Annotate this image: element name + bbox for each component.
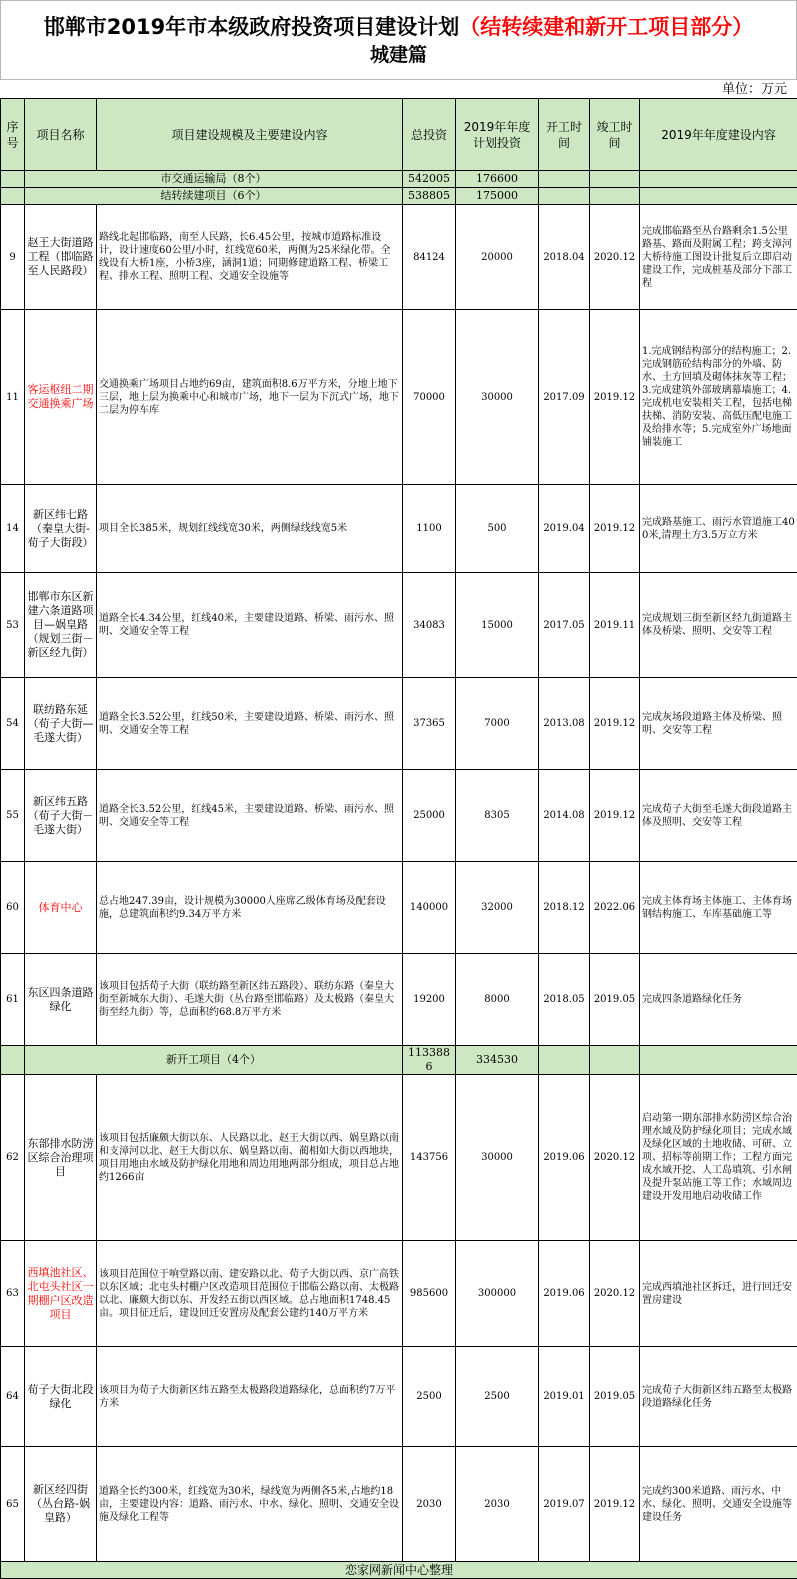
row-name: 新区纬七路（秦皇大街-荀子大街段） — [25, 485, 97, 573]
row-plan: 300000 — [456, 1241, 539, 1347]
header-row — [1, 99, 797, 171]
row-end: 2019.12 — [590, 678, 640, 770]
row-end: 2019.12 — [590, 485, 640, 573]
header-scale: 项目建设规模及主要建设内容 — [97, 99, 403, 171]
row-content: 启动第一期东部排水防涝区综合治理水域及防护绿化项目；完成水域及绿化区域的土地收储、可研、立项、招标等前期工作；工程方面完成水域开挖、人工岛填筑、引水闸及提升泵站施工等工作；水域周边建设开发用地启动收储工作 — [640, 1075, 797, 1241]
row-total: 84124 — [403, 205, 456, 310]
row-start: 2018.05 — [539, 954, 590, 1046]
row-content: 完成规划三街至新区经九街道路主体及桥梁、照明、交安等工程 — [640, 573, 797, 678]
row-end: 2019.12 — [590, 310, 640, 485]
header-no: 序号 — [1, 99, 25, 171]
row-content: 完成西填池社区拆迁，进行回迁安置房建设 — [640, 1241, 797, 1347]
row-total: 34083 — [403, 573, 456, 678]
header-end: 竣工时间 — [590, 99, 640, 171]
row-content: 完成路基施工、雨污水管道施工400米,清理土方3.5万立方米 — [640, 485, 797, 573]
summary-label: 市交通运输局（8个） — [25, 171, 403, 188]
row-content: 完成约300米道路、雨污水、中水、绿化、照明、交通安全设施等建设任务 — [640, 1447, 797, 1562]
row-end: 2019.05 — [590, 954, 640, 1046]
table-row — [1, 1075, 797, 1241]
row-end: 2020.12 — [590, 1075, 640, 1241]
row-end: 2022.06 — [590, 862, 640, 954]
row-no: 62 — [1, 1075, 25, 1241]
row-name: 西填池社区、北屯头社区一期棚户区改造项目 — [25, 1241, 97, 1347]
summary-plan: 176600 — [456, 171, 539, 188]
row-start: 2018.04 — [539, 205, 590, 310]
row-start: 2019.04 — [539, 485, 590, 573]
row-plan: 8305 — [456, 770, 539, 862]
row-scale: 该项目为荀子大街新区纬五路至太极路段道路绿化，总面积约7万平方米 — [97, 1347, 403, 1447]
row-scale: 该项目包括廉颇大街以东、人民路以北、赵王大街以西、娲皇路以南和支漳河以北、赵王大街以东、娲皇路以南、蔺相如大街以西地块，项目用地由水域及防护绿化用地和周边用地两部分组成，项目总占地约1266亩 — [97, 1075, 403, 1241]
row-total: 140000 — [403, 862, 456, 954]
row-content: 完成荀子大街新区纬五路至太极路段道路绿化任务 — [640, 1347, 797, 1447]
row-start: 2018.12 — [539, 862, 590, 954]
row-total: 37365 — [403, 678, 456, 770]
row-total: 19200 — [403, 954, 456, 1046]
header-total: 总投资 — [403, 99, 456, 171]
row-plan: 30000 — [456, 1075, 539, 1241]
row-plan: 20000 — [456, 205, 539, 310]
row-name: 邯郸市东区新建六条道路项目—娲皇路（规划三街－新区经九街） — [25, 573, 97, 678]
row-plan: 15000 — [456, 573, 539, 678]
header-content: 2019年年度建设内容 — [640, 99, 797, 171]
summary-label: 结转续建项目（6个） — [25, 188, 403, 205]
header-plan: 2019年年度计划投资 — [456, 99, 539, 171]
page-title — [1, 13, 796, 41]
row-no: 63 — [1, 1241, 25, 1347]
row-name: 荀子大街北段绿化 — [25, 1347, 97, 1447]
row-total: 2030 — [403, 1447, 456, 1562]
header-start: 开工时间 — [539, 99, 590, 171]
row-start: 2019.07 — [539, 1447, 590, 1562]
row-end: 2019.12 — [590, 770, 640, 862]
table-row — [1, 1347, 797, 1447]
row-name: 赵王大街道路工程（邯临路至人民路段） — [25, 205, 97, 310]
table-row — [1, 485, 797, 573]
row-plan: 500 — [456, 485, 539, 573]
row-start: 2017.09 — [539, 310, 590, 485]
table-row — [1, 205, 797, 310]
row-name: 东部排水防涝区综合治理项目 — [25, 1075, 97, 1241]
row-scale: 该项目包括荀子大街（联纺路至新区纬五路段）、联纺东路（秦皇大街至新城东大街）、毛遂大街（丛台路至邯临路）及太极路（秦皇大街至经九街）等，总面积约68.8万平方米 — [97, 954, 403, 1046]
table-row — [1, 310, 797, 485]
row-content: 完成四条道路绿化任务 — [640, 954, 797, 1046]
row-total: 985600 — [403, 1241, 456, 1347]
row-plan: 7000 — [456, 678, 539, 770]
table-row — [1, 862, 797, 954]
summary-plan: 334530 — [456, 1046, 539, 1075]
footer-row — [1, 1562, 797, 1579]
row-end: 2019.12 — [590, 1447, 640, 1562]
row-scale: 道路全长3.52公里，红线45米，主要建设道路、桥梁、雨污水、照明、交通安全等工程 — [97, 770, 403, 862]
row-end: 2019.11 — [590, 573, 640, 678]
row-no: 64 — [1, 1347, 25, 1447]
row-name: 新区经四街（丛台路-娲皇路） — [25, 1447, 97, 1562]
row-plan: 32000 — [456, 862, 539, 954]
row-name: 客运枢纽二期交通换乘广场 — [25, 310, 97, 485]
row-name: 东区四条道路绿化 — [25, 954, 97, 1046]
summary-row-dept — [1, 171, 797, 188]
row-start: 2017.05 — [539, 573, 590, 678]
summary-row-new — [1, 1046, 797, 1075]
row-total: 25000 — [403, 770, 456, 862]
row-content: 完成灰场段道路主体及桥梁、照明、交安等工程 — [640, 678, 797, 770]
title-box — [0, 0, 797, 80]
row-name: 联纺路东延（荀子大街—毛遂大街） — [25, 678, 97, 770]
row-content: 1.完成钢结构部分的结构施工；2.完成钢筋砼结构部分的外墙、防水、土方回填及砌体抹灰等工程；3.完成建筑外部玻璃幕墙施工；4.完成机电安装相关工程，包括电梯扶梯、消防安装、高低压配电施工及给排水等；5.完成室外广场地面铺装施工 — [640, 310, 797, 485]
row-scale: 道路全长4.34公里，红线40米，主要建设道路、桥梁、雨污水、照明、交通安全等工程 — [97, 573, 403, 678]
row-end: 2020.12 — [590, 205, 640, 310]
row-scale: 项目全长385米，规划红线线宽30米，两侧绿线线宽5米 — [97, 485, 403, 573]
row-end: 2019.05 — [590, 1347, 640, 1447]
row-no: 54 — [1, 678, 25, 770]
page-title-highlight: （结转续建和新开工项目部分） — [459, 15, 754, 39]
summary-row-continuing — [1, 188, 797, 205]
table-row — [1, 1241, 797, 1347]
row-plan: 2500 — [456, 1347, 539, 1447]
row-no: 61 — [1, 954, 25, 1046]
row-plan: 2030 — [456, 1447, 539, 1562]
row-no: 55 — [1, 770, 25, 862]
table-row — [1, 770, 797, 862]
row-start: 2019.06 — [539, 1241, 590, 1347]
page-title-main: 邯郸市2019年市本级政府投资项目建设计划 — [43, 15, 460, 39]
summary-total: 542005 — [403, 171, 456, 188]
table-row — [1, 678, 797, 770]
row-start: 2019.01 — [539, 1347, 590, 1447]
row-scale: 道路全长约300米，红线宽为30米，绿线宽为两侧各5米,占地约18亩，主要建设内容：道路、雨污水、中水、绿化、照明、交通安全设施及绿化工程等 — [97, 1447, 403, 1562]
row-total: 70000 — [403, 310, 456, 485]
summary-label: 新开工项目（4个） — [25, 1046, 403, 1075]
row-no: 14 — [1, 485, 25, 573]
row-no: 9 — [1, 205, 25, 310]
row-content: 完成主体育场主体施工、主体育场钢结构施工、车库基础施工等 — [640, 862, 797, 954]
summary-total: 538805 — [403, 188, 456, 205]
row-no: 53 — [1, 573, 25, 678]
summary-plan: 175000 — [456, 188, 539, 205]
table-row — [1, 573, 797, 678]
row-scale: 总占地247.39亩，设计规模为30000人座席乙级体育场及配套设施，总建筑面积约9.34万平方米 — [97, 862, 403, 954]
row-scale: 交通换乘广场项目占地约69亩，建筑面积8.6万平方米，分地上地下三层，地上层为换乘中心和城市广场，地下一层为下沉式广场，地下二层为停车库 — [97, 310, 403, 485]
row-content: 完成荀子大街至毛遂大街段道路主体及照明、交安等工程 — [640, 770, 797, 862]
page-subtitle: 城建篇 — [369, 44, 427, 66]
row-start: 2014.08 — [539, 770, 590, 862]
table-row — [1, 954, 797, 1046]
row-end: 2020.12 — [590, 1241, 640, 1347]
row-start: 2019.06 — [539, 1075, 590, 1241]
row-start: 2013.08 — [539, 678, 590, 770]
table-row — [1, 1447, 797, 1562]
summary-total: 1133886 — [403, 1046, 456, 1075]
project-table — [0, 98, 797, 1579]
row-no: 11 — [1, 310, 25, 485]
row-scale: 该项目范围位于响堂路以南、建安路以北、荀子大街以西、京广高铁以东区域；北屯头村棚户区改造项目范围位于邯临公路以南、太极路以北、廉颇大街以东、开发经五街以西区域。总占地面积1748.45亩。项目征迁后，建设回迁安置房及配套公建约140万平方米 — [97, 1241, 403, 1347]
row-scale: 道路全长3.52公里，红线50米，主要建设道路、桥梁、雨污水、照明、交通安全等工程 — [97, 678, 403, 770]
footer-credit: 恋家网新闻中心整理 — [1, 1562, 797, 1579]
row-total: 2500 — [403, 1347, 456, 1447]
row-plan: 30000 — [456, 310, 539, 485]
row-no: 60 — [1, 862, 25, 954]
row-total: 1100 — [403, 485, 456, 573]
row-scale: 路线北起邯临路，南至人民路，长6.45公里，按城市道路标准设计，设计速度60公里/小时，红线宽60米，两侧为25米绿化带。全线设有大桥1座，小桥3座，涵洞1道；同期修建道路工程、桥梁工程、排水工程、照明工程、交通安全设施等 — [97, 205, 403, 310]
header-name: 项目名称 — [25, 99, 97, 171]
row-plan: 8000 — [456, 954, 539, 1046]
row-no: 65 — [1, 1447, 25, 1562]
row-content: 完成邯临路至丛台路剩余1.5公里路基、路面及附属工程；跨支漳河大桥待施工图设计批复后立即启动建设工作，完成桩基及部分下部工程 — [640, 205, 797, 310]
unit-label: 单位：万元 — [721, 82, 787, 97]
row-name: 体育中心 — [25, 862, 97, 954]
row-name: 新区纬五路（荀子大街－毛遂大街） — [25, 770, 97, 862]
row-total: 143756 — [403, 1075, 456, 1241]
